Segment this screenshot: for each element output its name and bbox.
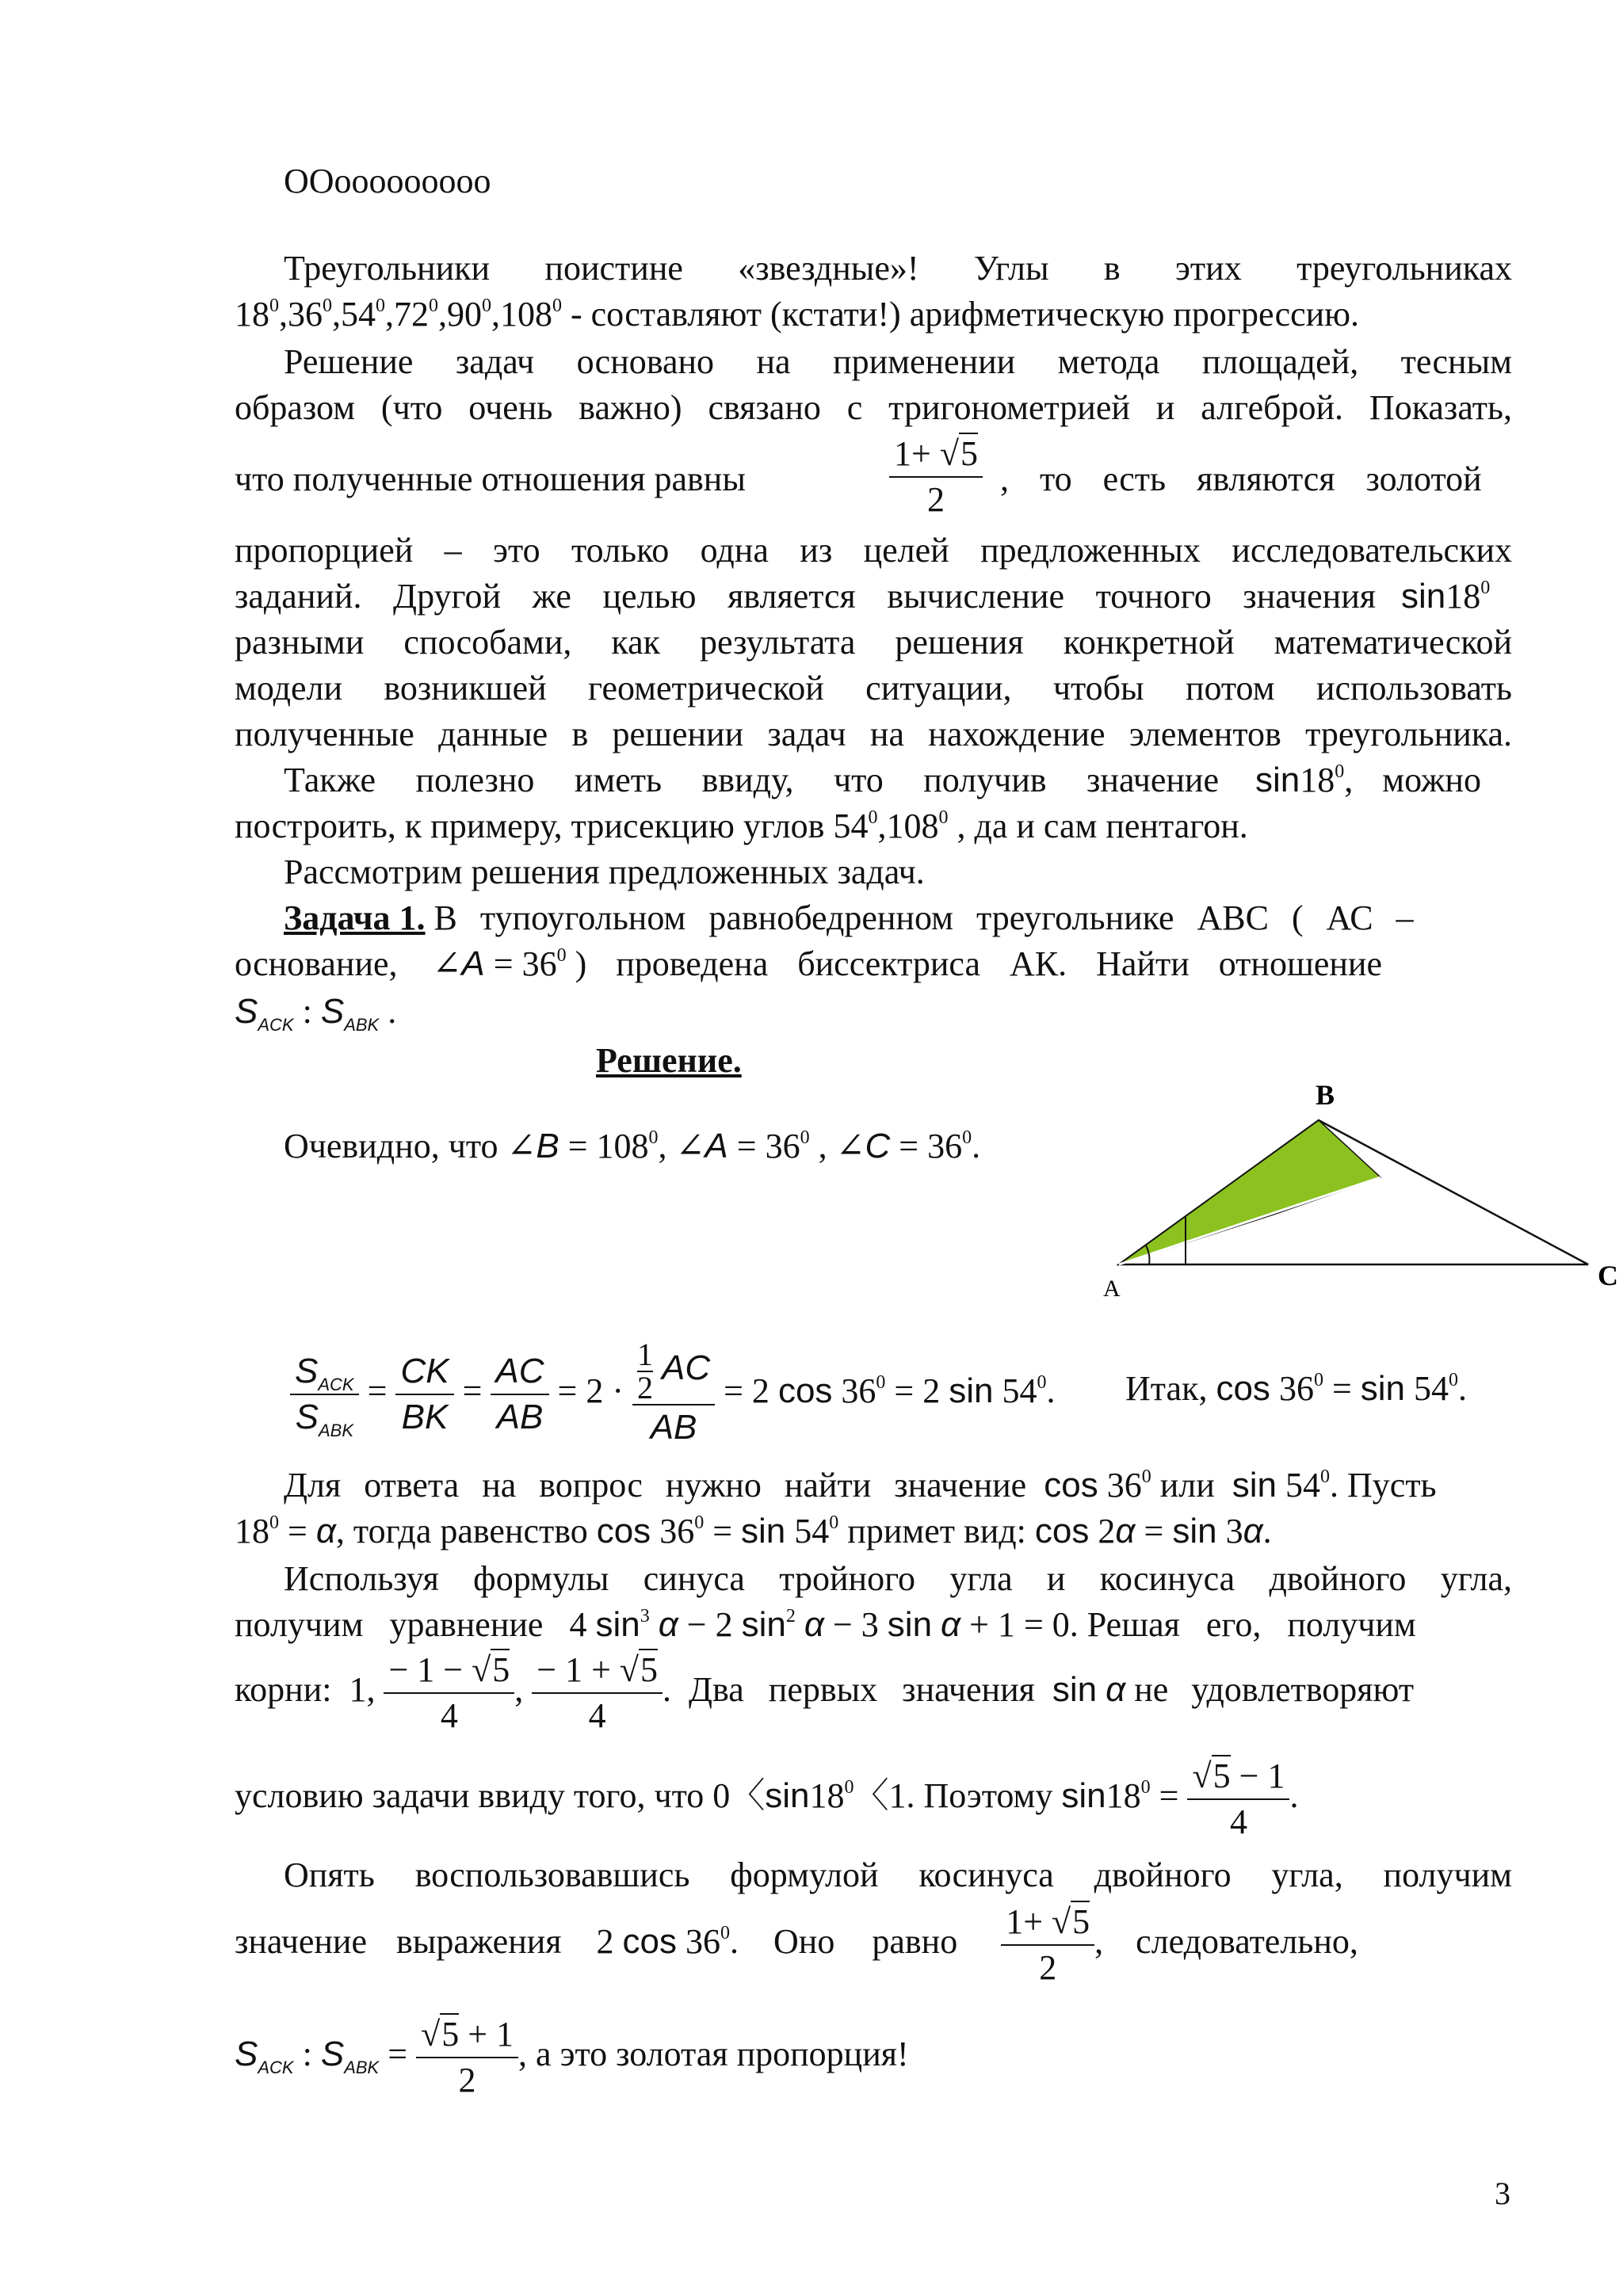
task1-ratio: $S_{ACK}$ : $S_{ABK}$ .	[235, 992, 397, 1035]
para3-line2: построить, к примеру, трисекцию углов $54^0,108^0$ , да и сам пентагон.	[235, 807, 1248, 845]
sin18-2: $\sin 18^0$, можно	[1255, 761, 1481, 799]
para6-line2: получим уравнение 4 $\sin^3 \alpha - 2$ $\sin^2 \alpha - 3$ sin α + 1 = 0. Решая его, получим	[235, 1605, 1416, 1644]
golden-ratio-fraction-1: $\frac{1+ √5}{2}$	[889, 432, 983, 522]
heading-line: OOooooooooo	[284, 162, 491, 200]
itak-line: Итак, $\cos 36^0 = \sin 54^0$.	[1125, 1369, 1468, 1408]
para3-line1a: Также полезно иметь ввиду, что получив значение	[284, 761, 1219, 799]
para2-line1: Решение задач основано на применении метода площадей, тесным	[284, 342, 1512, 381]
para2-line3a: что полученные отношения равны	[235, 460, 746, 498]
triangle-abk-fill	[1119, 1120, 1381, 1264]
para6-line4: условию задачи ввиду того, что 0〈$\sin 18^0$〈1. Поэтому $\sin 18^0$ = $\frac{√5 - 1}{4}$ .	[235, 1754, 1298, 1844]
page-number: 3	[1495, 2176, 1510, 2211]
task1-label: Задача 1.	[284, 898, 426, 937]
triangle-figure	[1102, 1077, 1618, 1307]
ratio-equation: $\frac{S_{ACK}}{S_{ABK}}$ = $\frac{CK}{BK}$ = $\frac{AC}{AB}$ = 2 · $\frac{1}{2}$ AC AB = 2 $\cos 36^0 = 2$ $\sin 54^0$.	[290, 1339, 1056, 1450]
solution-title: Решение.	[596, 1041, 742, 1080]
triangle-abc	[1119, 1120, 1588, 1264]
sin18-1: $\sin 18^0$	[1401, 577, 1491, 616]
para4: Рассмотрим решения предложенных задач.	[284, 852, 925, 891]
para2-line8: полученные данные в решении задач на нахождение элементов треугольника.	[235, 715, 1512, 753]
para2-line2: образом (что очень важно) связано с тригонометрией и алгеброй. Показать,	[235, 388, 1512, 427]
para6-line1: Используя формулы синуса тройного угла и косинуса двойного угла,	[284, 1559, 1512, 1598]
para1-line2-tail: - составляют (кстати!) арифметическую прогрессию.	[571, 295, 1360, 334]
para2-line5a: заданий. Другой же целью является вычисление точного значения	[235, 577, 1376, 616]
vertex-a-label: A	[1103, 1276, 1121, 1302]
para1-line1: Треугольники поистине «звездные»! Углы в этих треугольниках	[284, 249, 1512, 288]
para2-line3b: , то есть являются золотой	[1000, 460, 1482, 498]
para7-line2: значение выражения 2 $\cos 36^0$. Оно равно $\frac{1+ √5}{2}$ , следовательно,	[235, 1900, 1512, 1990]
obvious-angles: Очевидно, что ∠B = $108^0$, ∠A = $36^0$ , ∠C = $36^0$.	[284, 1127, 981, 1165]
para1-line2: $18^0,36^0,54^0,72^0,90^0,108^0$ - составляют (кстати!) арифметическую прогрессию.	[235, 295, 1360, 334]
para5-line1: Для ответа на вопрос нужно найти значение $\cos 36^0$ или $\sin 54^0$. Пусть	[284, 1466, 1437, 1505]
task1-line2: основание, ∠A = $36^0$ ) проведена биссектриса АК. Найти отношение	[235, 944, 1382, 983]
vertex-b-label: B	[1316, 1079, 1335, 1111]
para6-line3: корни: 1, $\frac{- 1 - √5}{4}$ , $\frac{- 1 + √5}{4}$ . Два первых значения sin α не удовлетворяют	[235, 1648, 1414, 1738]
para5-line2: $18^0 = \alpha$, тогда равенство $\cos 36^0 = \sin 54^0$ примет вид: cos 2α = sin 3α.	[235, 1512, 1272, 1550]
para2-line7: модели возникшей геометрической ситуации, чтобы потом использовать	[235, 669, 1512, 707]
conclusion-line: $S_{ACK}$ : $S_{ABK}$ = $\frac{√5 + 1}{2}$ , а это золотая пропорция!	[235, 2012, 909, 2103]
task1-line1: Задача 1. В тупоугольном равнобедренном треугольнике АВС ( АС –	[284, 898, 1414, 937]
para7-line1: Опять воспользовавшись формулой косинуса двойного угла, получим	[284, 1855, 1512, 1894]
para2-line6: разными способами, как результата решения конкретной математической	[235, 623, 1512, 662]
vertex-c-label: C	[1598, 1260, 1618, 1291]
para2-line4: пропорцией – это только одна из целей предложенных исследовательских	[235, 531, 1512, 570]
